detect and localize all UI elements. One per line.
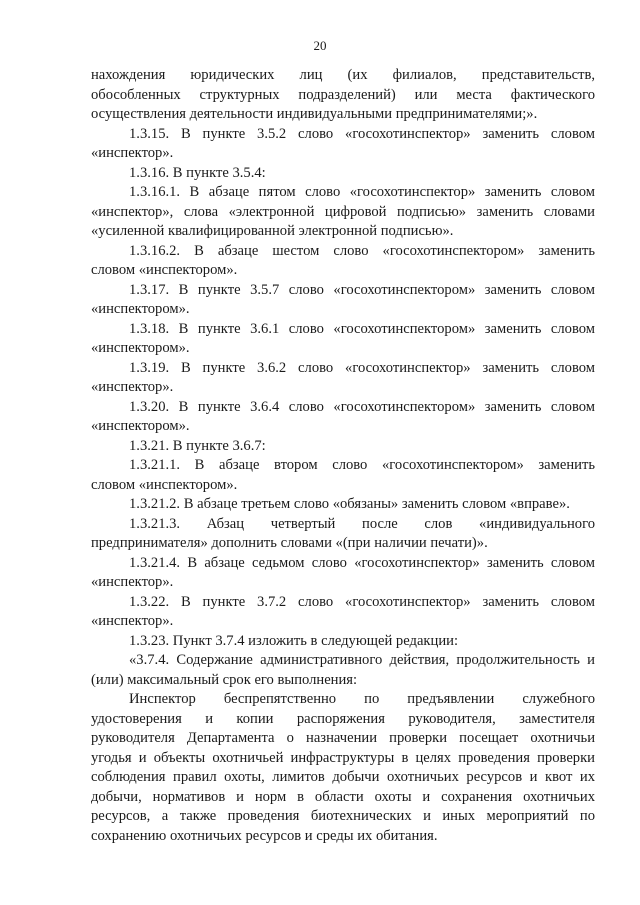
text-line: удостоверения и копии распоряжения руководителя, заместителя xyxy=(91,710,595,727)
text-line: «усиленной квалифицированной электронной подписью». xyxy=(91,223,454,239)
text-line: 1.3.16. В пункте 3.5.4: xyxy=(129,164,266,181)
page-number: 20 xyxy=(313,38,327,53)
text-line: соблюдения правил охоты, лимитов добычи охотничьих ресурсов и квот их xyxy=(91,769,595,785)
text-line: Инспектор беспрепятственно по предъявлении служебного xyxy=(129,691,595,707)
text-line: «инспектор». xyxy=(91,574,174,590)
document-body xyxy=(91,66,595,846)
text-line: 1.3.23. Пункт 3.7.4 изложить в следующей редакции: xyxy=(129,632,458,649)
text-line: руководителя Департамента о назначении проверки посещает охотничьи xyxy=(91,730,595,746)
text-line: «инспектор». xyxy=(91,145,174,161)
text-line: словом «инспектором». xyxy=(91,476,238,493)
text-line: 1.3.20. В пункте 3.6.4 слово «госохотинспектором» заменить словом xyxy=(129,398,595,415)
text-line: угодья и объекты охотничьей инфраструктуры в целях проведения проверки xyxy=(91,749,595,766)
text-line: 1.3.21. В пункте 3.6.7: xyxy=(129,437,266,454)
text-line: 1.3.22. В пункте 3.7.2 слово «госохотинспектор» заменить словом xyxy=(129,593,595,610)
text-line: «инспектор», слова «электронной цифровой подписью» заменить словами xyxy=(91,203,595,220)
text-line: 1.3.16.2. В абзаце шестом слово «госохотинспектором» заменить xyxy=(129,242,595,259)
text-line: 1.3.21.1. В абзаце втором слово «госохотинспектором» заменить xyxy=(129,457,595,473)
text-line: сохранению охотничьих ресурсов и среды их обитания. xyxy=(91,827,438,844)
text-line: предпринимателя» дополнить словами «(при наличии печати)». xyxy=(91,535,488,551)
text-line: 1.3.16.1. В абзаце пятом слово «госохотинспектор» заменить словом xyxy=(129,184,595,200)
text-line: «инспектором». xyxy=(91,418,190,434)
text-line: добычи, нормативов и норм в области охоты и сохранения охотничьих xyxy=(91,788,595,805)
text-line: 1.3.21.3. Абзац четвертый после слов «индивидуального xyxy=(129,515,595,532)
text-line: 1.3.18. В пункте 3.6.1 слово «госохотинспектором» заменить словом xyxy=(129,320,595,337)
text-line: (или) максимальный срок его выполнения: xyxy=(91,671,358,688)
text-line: нахождения юридических лиц (их филиалов, представительств, xyxy=(91,67,595,83)
text-line: «инспектором». xyxy=(91,340,190,356)
text-line: 1.3.19. В пункте 3.6.2 слово «госохотинспектор» заменить словом xyxy=(129,359,595,376)
text-line: 1.3.21.4. В абзаце седьмом слово «госохотинспектор» заменить словом xyxy=(129,554,595,571)
text-line: 1.3.17. В пункте 3.5.7 слово «госохотинспектором» заменить словом xyxy=(129,281,595,298)
text-line: осуществления деятельности индивидуальными предпринимателями;». xyxy=(91,106,538,122)
text-line: «инспектор». xyxy=(91,613,174,629)
text-line: 1.3.21.2. В абзаце третьем слово «обязаны» заменить словом «вправе». xyxy=(129,496,570,512)
text-line: «3.7.4. Содержание административного действия, продолжительность и xyxy=(129,652,595,668)
text-line: ресурсов, а также проведения биотехнических и иных мероприятий по xyxy=(91,808,595,824)
text-line: словом «инспектором». xyxy=(91,262,238,278)
text-line: обособленных структурных подразделений) или места фактического xyxy=(91,86,595,103)
text-line: 1.3.15. В пункте 3.5.2 слово «госохотинспектор» заменить словом xyxy=(129,125,595,142)
text-line: «инспектором». xyxy=(91,301,190,317)
text-line: «инспектор». xyxy=(91,379,174,395)
